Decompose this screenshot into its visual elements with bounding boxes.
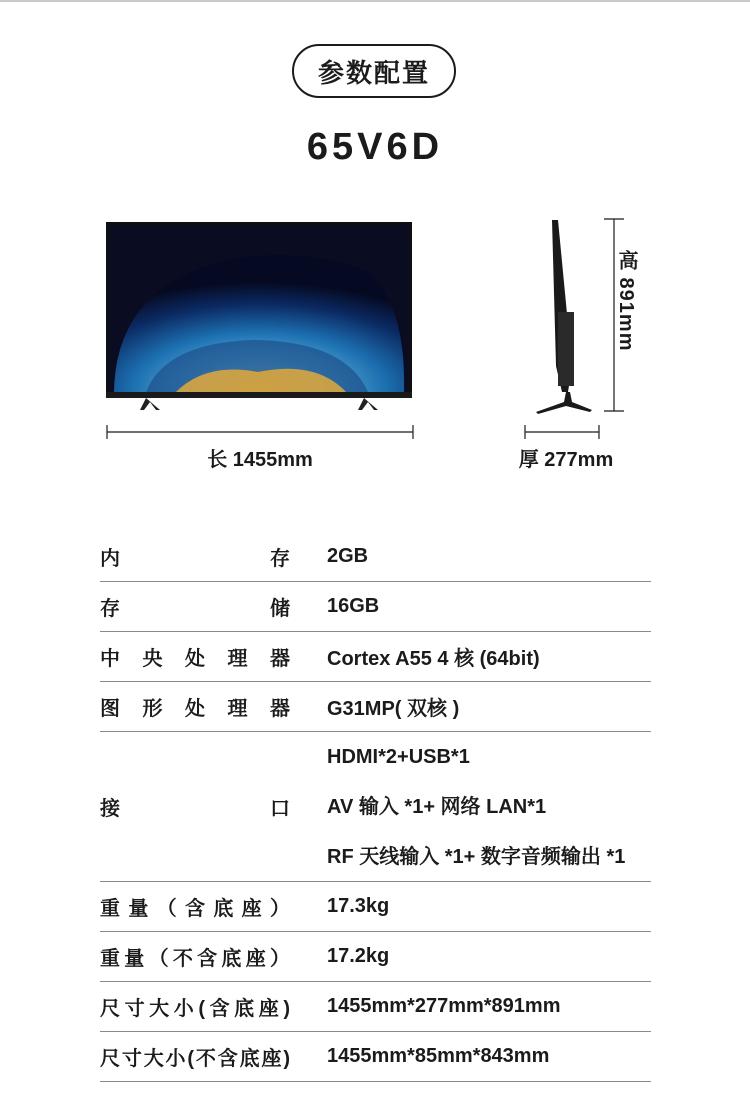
- spec-row-weight-without-stand: [100, 932, 651, 982]
- spec-label: 接口: [100, 798, 290, 820]
- section-badge-label: 参数配置: [317, 57, 430, 88]
- spec-value: G31MP( 双核 ): [327, 698, 460, 720]
- spec-value: Cortex A55 4 核 (64bit): [327, 648, 540, 670]
- spec-value: 16GB: [327, 595, 380, 617]
- spec-table: [100, 532, 651, 1082]
- spec-label: 尺寸大小(不含底座): [100, 1048, 290, 1070]
- height-label: 高 891mm: [615, 250, 637, 352]
- spec-row-size-without-stand: [100, 1032, 651, 1082]
- spec-row-size-with-stand: [100, 982, 651, 1032]
- section-badge: [292, 44, 456, 98]
- spec-value: 1455mm*85mm*843mm: [327, 1045, 550, 1067]
- depth-label: 厚 277mm: [518, 449, 614, 471]
- spec-row-gpu: [100, 682, 651, 732]
- spec-label: 重量（含底座）: [100, 898, 290, 920]
- spec-label: 重量（不含底座）: [100, 948, 290, 970]
- depth-dimension-line: [524, 424, 600, 440]
- spec-label: 存储: [100, 598, 290, 620]
- spec-row-cpu: [100, 632, 651, 682]
- spec-value-line: RF 天线输入 *1+ 数字音频输出 *1: [327, 845, 626, 868]
- spec-row-ports: [100, 732, 651, 882]
- model-title: 65V6D: [306, 126, 444, 168]
- spec-value-list: [327, 732, 625, 882]
- spec-row-storage: [100, 582, 651, 632]
- spec-label: 内存: [100, 548, 290, 570]
- top-divider: [0, 0, 750, 2]
- spec-label: 图形处理器: [100, 698, 290, 720]
- spec-value: 2GB: [327, 545, 369, 567]
- spec-row-weight-with-stand: [100, 882, 651, 932]
- tv-front-illustration: [106, 222, 412, 412]
- spec-value: 17.2kg: [327, 945, 390, 967]
- spec-label: 中央处理器: [100, 648, 290, 670]
- spec-value: 17.3kg: [327, 895, 390, 917]
- width-dimension-line: [106, 424, 414, 440]
- spec-value-line: AV 输入 *1+ 网络 LAN*1: [327, 795, 547, 818]
- spec-row-memory: [100, 532, 651, 582]
- spec-label: 尺寸大小(含底座): [100, 998, 290, 1020]
- width-label: 长 1455mm: [207, 449, 313, 471]
- spec-value-line: HDMI*2+USB*1: [327, 745, 470, 768]
- spec-value: 1455mm*277mm*891mm: [327, 995, 561, 1017]
